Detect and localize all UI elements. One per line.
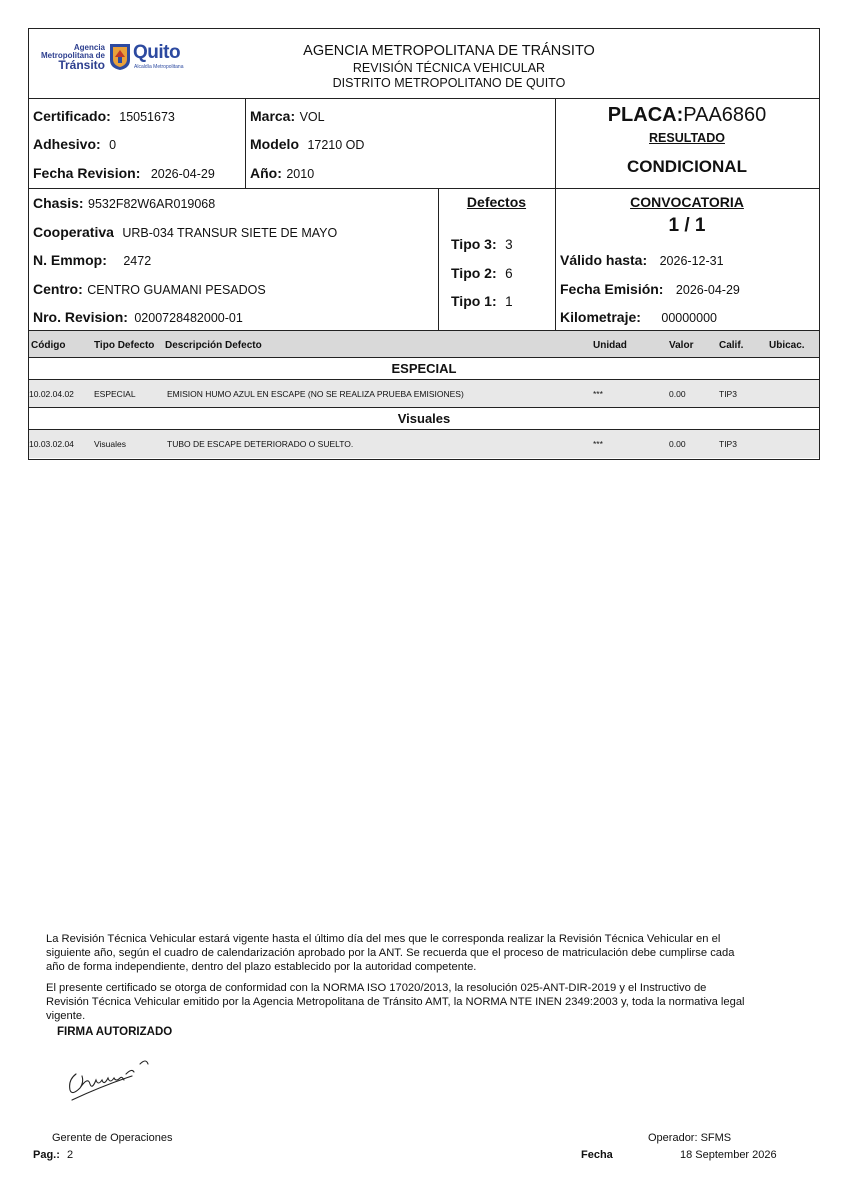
col-header-codigo: Código — [31, 340, 66, 351]
cell-calif: TIP3 — [719, 439, 737, 449]
resultado-label: RESULTADO — [649, 131, 725, 145]
tipo1-field — [451, 293, 513, 311]
convocatoria-value: 1 / 1 — [668, 215, 706, 236]
centro-field — [33, 281, 266, 299]
fecha-revision-field — [33, 165, 215, 183]
col-header-calif: Calif. — [719, 340, 744, 351]
col-header-descripcion: Descripción Defecto — [165, 340, 262, 351]
page-value: 2 — [66, 1149, 74, 1161]
anio-label: Año: — [250, 165, 282, 181]
placa-label: PLACA: — [607, 104, 684, 126]
logo-text-metropolitana: Metropolitana de — [40, 51, 105, 60]
cooperativa-value: URB-034 TRANSUR SIETE DE MAYO — [122, 226, 338, 240]
modelo-value: 17210 OD — [307, 138, 365, 152]
kilometraje-value: 00000000 — [661, 311, 717, 325]
anio-field — [250, 165, 314, 183]
kilometraje-label: Kilometraje: — [560, 309, 641, 325]
table-row — [29, 380, 819, 408]
firma-label: FIRMA AUTORIZADO — [57, 1026, 173, 1038]
centro-label: Centro: — [33, 281, 83, 297]
cooperativa-field — [33, 224, 337, 242]
centro-value: CENTRO GUAMANI PESADOS — [87, 283, 266, 297]
marca-field — [250, 108, 325, 126]
emision-field — [560, 281, 740, 299]
placa-field — [555, 104, 819, 127]
tipo2-label: Tipo 2: — [451, 265, 497, 281]
resultado-value: CONDICIONAL — [627, 157, 747, 176]
tipo2-value: 6 — [505, 266, 513, 281]
header-subtitle-2: DISTRITO METROPOLITANO DE QUITO — [332, 76, 566, 90]
col-header-valor: Valor — [669, 340, 694, 351]
legal-notice: El presente certificado se otorga de conformidad con la NORMA ISO 17020/2013, la resolución 025-ANT-DIR-2019 y el Instructivo de Revisión Técnica Vehicular emitido por la Agencia Metropolitana de Tránsito AMT, la NORMA NTE INEN 2349:2003 y, toda la normativa legal vigente. — [46, 982, 745, 1022]
quito-shield-icon — [109, 43, 131, 71]
tipo3-value: 3 — [505, 237, 513, 252]
adhesivo-value: 0 — [109, 138, 117, 152]
validity-notice: La Revisión Técnica Vehicular estará vigente hasta el último día del mes que le corresponda realizar la Revisión Técnica Vehicular en el siguiente año, según el cuadro de calendarización aprobado por la ANT. Se recuerda que el proceso de matriculación debe cumplirse cada año de forma independiente, dentro del plazo establecido por la autoridad competente. — [46, 933, 735, 973]
adhesivo-label: Adhesivo: — [33, 136, 101, 152]
cell-descripcion: TUBO DE ESCAPE DETERIORADO O SUELTO. — [167, 439, 354, 449]
cooperativa-label: Cooperativa — [33, 224, 114, 240]
adhesivo-field — [33, 136, 116, 154]
defects-table — [28, 330, 820, 460]
divider — [29, 188, 819, 189]
chasis-label: Chasis: — [33, 195, 84, 211]
nro-revision-label: Nro. Revision: — [33, 309, 128, 325]
chasis-field — [33, 195, 215, 213]
document-header — [28, 28, 820, 99]
logo-text-transito: Tránsito — [58, 58, 105, 72]
handwritten-signature — [62, 1056, 158, 1106]
modelo-field — [250, 136, 364, 154]
emision-label: Fecha Emisión: — [560, 281, 664, 297]
cell-unidad: *** — [593, 389, 603, 399]
certificado-value: 15051673 — [119, 110, 175, 124]
vehicle-info-block — [28, 98, 820, 331]
logo-text-quito: Quito — [133, 42, 181, 63]
fecha-revision-label: Fecha Revision: — [33, 165, 141, 181]
amt-logo — [33, 42, 189, 74]
marca-value: VOL — [299, 110, 325, 124]
valido-value: 2026-12-31 — [659, 254, 724, 268]
cell-valor: 0.00 — [669, 389, 686, 399]
emmop-label: N. Emmop: — [33, 252, 107, 268]
cell-tipo: Visuales — [94, 439, 126, 449]
header-title: AGENCIA METROPOLITANA DE TRÁNSITO — [303, 43, 595, 59]
logo-text-agencia: Agencia — [73, 43, 105, 52]
emision-value: 2026-04-29 — [675, 283, 740, 297]
cell-codigo: 10.02.04.02 — [29, 389, 74, 399]
table-header — [29, 330, 819, 358]
col-header-tipo: Tipo Defecto — [94, 340, 155, 351]
divider — [245, 99, 246, 189]
cell-descripcion: EMISION HUMO AZUL EN ESCAPE (NO SE REALIZA PRUEBA EMISIONES) — [167, 389, 464, 399]
cell-codigo: 10.03.02.04 — [29, 439, 74, 449]
cell-unidad: *** — [593, 439, 603, 449]
logo-text-alcaldia: Alcaldía Metropolitana — [134, 64, 184, 70]
valido-label: Válido hasta: — [560, 252, 648, 268]
tipo3-field — [451, 236, 513, 254]
fecha-label: Fecha — [581, 1149, 613, 1161]
placa-value: PAA6860 — [683, 104, 767, 126]
nro-revision-field — [33, 309, 243, 327]
table-row — [29, 430, 819, 458]
tipo2-field — [451, 265, 513, 283]
cell-valor: 0.00 — [669, 439, 686, 449]
fecha-revision-value: 2026-04-29 — [150, 167, 215, 181]
page-number — [33, 1149, 73, 1161]
kilometraje-field — [560, 309, 717, 327]
page-label: Pag.: — [33, 1149, 60, 1161]
anio-value: 2010 — [286, 167, 315, 181]
cell-tipo: ESPECIAL — [94, 389, 136, 399]
defectos-label: Defectos — [466, 194, 527, 210]
emmop-field — [33, 252, 151, 270]
section-title: ESPECIAL — [29, 358, 819, 380]
emmop-value: 2472 — [123, 254, 152, 268]
modelo-label: Modelo — [250, 136, 299, 152]
certificado-field — [33, 108, 175, 126]
col-header-ubicacion: Ubicac. — [769, 340, 805, 351]
header-subtitle-1: REVISIÓN TÉCNICA VEHICULAR — [352, 61, 546, 75]
operador-text: Operador: SFMS — [648, 1132, 732, 1144]
tipo1-label: Tipo 1: — [451, 293, 497, 309]
chasis-value: 9532F82W6AR019068 — [88, 197, 216, 211]
tipo1-value: 1 — [505, 294, 513, 309]
valido-field — [560, 252, 724, 270]
fecha-value: 18 September 2026 — [680, 1149, 777, 1161]
convocatoria-label: CONVOCATORIA — [630, 194, 744, 210]
certificado-label: Certificado: — [33, 108, 111, 124]
marca-label: Marca: — [250, 108, 296, 124]
section-title: Visuales — [29, 408, 819, 430]
col-header-unidad: Unidad — [593, 340, 627, 351]
cell-calif: TIP3 — [719, 389, 737, 399]
cargo-text: Gerente de Operaciones — [52, 1132, 173, 1144]
nro-revision-value: 0200728482000-01 — [134, 311, 243, 325]
tipo3-label: Tipo 3: — [451, 236, 497, 252]
